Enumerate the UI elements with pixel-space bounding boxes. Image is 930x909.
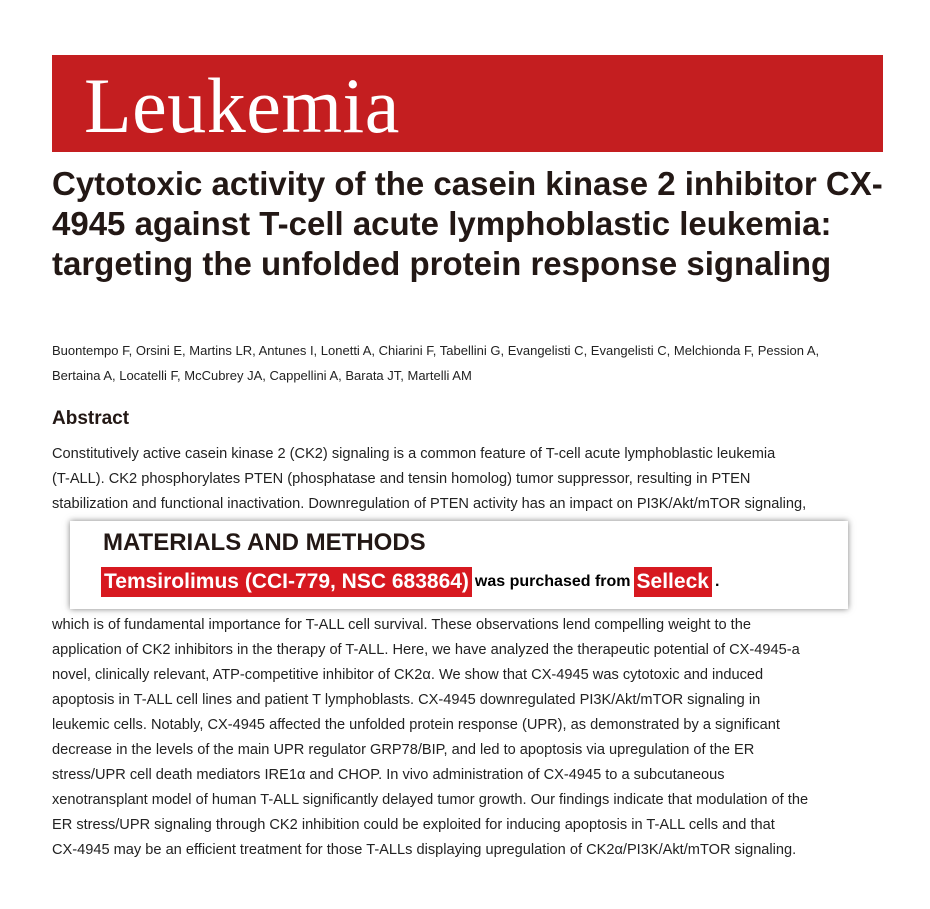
abstract-line: leukemic cells. Notably, CX-4945 affected the unfolded protein response (UPR), as demonstrated by a significant bbox=[52, 717, 780, 733]
abstract-line: ER stress/UPR signaling through CK2 inhibition could be exploited for inducing apoptosis in T-ALL cells and that bbox=[52, 817, 775, 833]
abstract-line: CX-4945 may be an efficient treatment for those T-ALLs displaying upregulation of CK2α/PI3K/Akt/mTOR signaling. bbox=[52, 842, 797, 858]
authors-line: Bertaina A, Locatelli F, McCubrey JA, Cappellini A, Barata JT, Martelli AM bbox=[52, 368, 472, 383]
abstract-line: Constitutively active casein kinase 2 (CK2) signaling is a common feature of T-cell acute lymphoblastic leukemia bbox=[52, 446, 776, 462]
abstract-line: stabilization and functional inactivation. Downregulation of PTEN activity has an impact on PI3K/Akt/mTOR signaling, bbox=[52, 496, 807, 512]
authors-line: Buontempo F, Orsini E, Martins LR, Antunes I, Lonetti A, Chiarini F, Tabellini G, Evangelisti C, Evangelisti C, Melchionda F, Pession A, bbox=[52, 343, 820, 358]
abstract-line: stress/UPR cell death mediators IRE1α and CHOP. In vivo administration of CX-4945 to a subcutaneous bbox=[52, 767, 725, 783]
abstract-heading: Abstract bbox=[52, 408, 130, 429]
callout-sentence bbox=[101, 567, 722, 597]
abstract-line: xenotransplant model of human T-ALL significantly delayed tumor growth. Our findings indicate that modulation of the bbox=[52, 792, 809, 808]
article-title: Cytotoxic activity of the casein kinase 2 inhibitor CX-4945 against T-cell acute lymphoblastic leukemia: targeting the unfolded protein response signaling bbox=[52, 165, 883, 282]
materials-methods-callout bbox=[70, 521, 848, 609]
callout-text: was purchased from bbox=[474, 573, 631, 590]
compound-highlight: Temsirolimus (CCI-779, NSC 683864) bbox=[101, 567, 472, 597]
journal-logo: Leukemia bbox=[84, 62, 400, 149]
callout-heading: MATERIALS AND METHODS bbox=[103, 529, 426, 556]
supplier-highlight: Selleck bbox=[634, 567, 712, 597]
abstract-body bbox=[52, 442, 892, 863]
abstract-line: which is of fundamental importance for T-ALL cell survival. These observations lend compelling weight to the bbox=[52, 617, 751, 633]
author-list bbox=[52, 338, 892, 388]
abstract-line: apoptosis in T-ALL cell lines and patient T lymphoblasts. CX-4945 downregulated PI3K/Akt/mTOR signaling in bbox=[52, 692, 761, 708]
abstract-line: (T-ALL). CK2 phosphorylates PTEN (phosphatase and tensin homolog) tumor suppressor, resulting in PTEN bbox=[52, 471, 751, 487]
callout-period: . bbox=[714, 573, 720, 590]
abstract-line: novel, clinically relevant, ATP-competitive inhibitor of CK2α. We show that CX-4945 was cytotoxic and induced bbox=[52, 667, 764, 683]
journal-banner bbox=[52, 55, 883, 152]
abstract-line: decrease in the levels of the main UPR regulator GRP78/BIP, and led to apoptosis via upregulation of the ER bbox=[52, 742, 755, 758]
abstract-line: application of CK2 inhibitors in the therapy of T-ALL. Here, we have analyzed the therapeutic potential of CX-4945-a bbox=[52, 642, 800, 658]
